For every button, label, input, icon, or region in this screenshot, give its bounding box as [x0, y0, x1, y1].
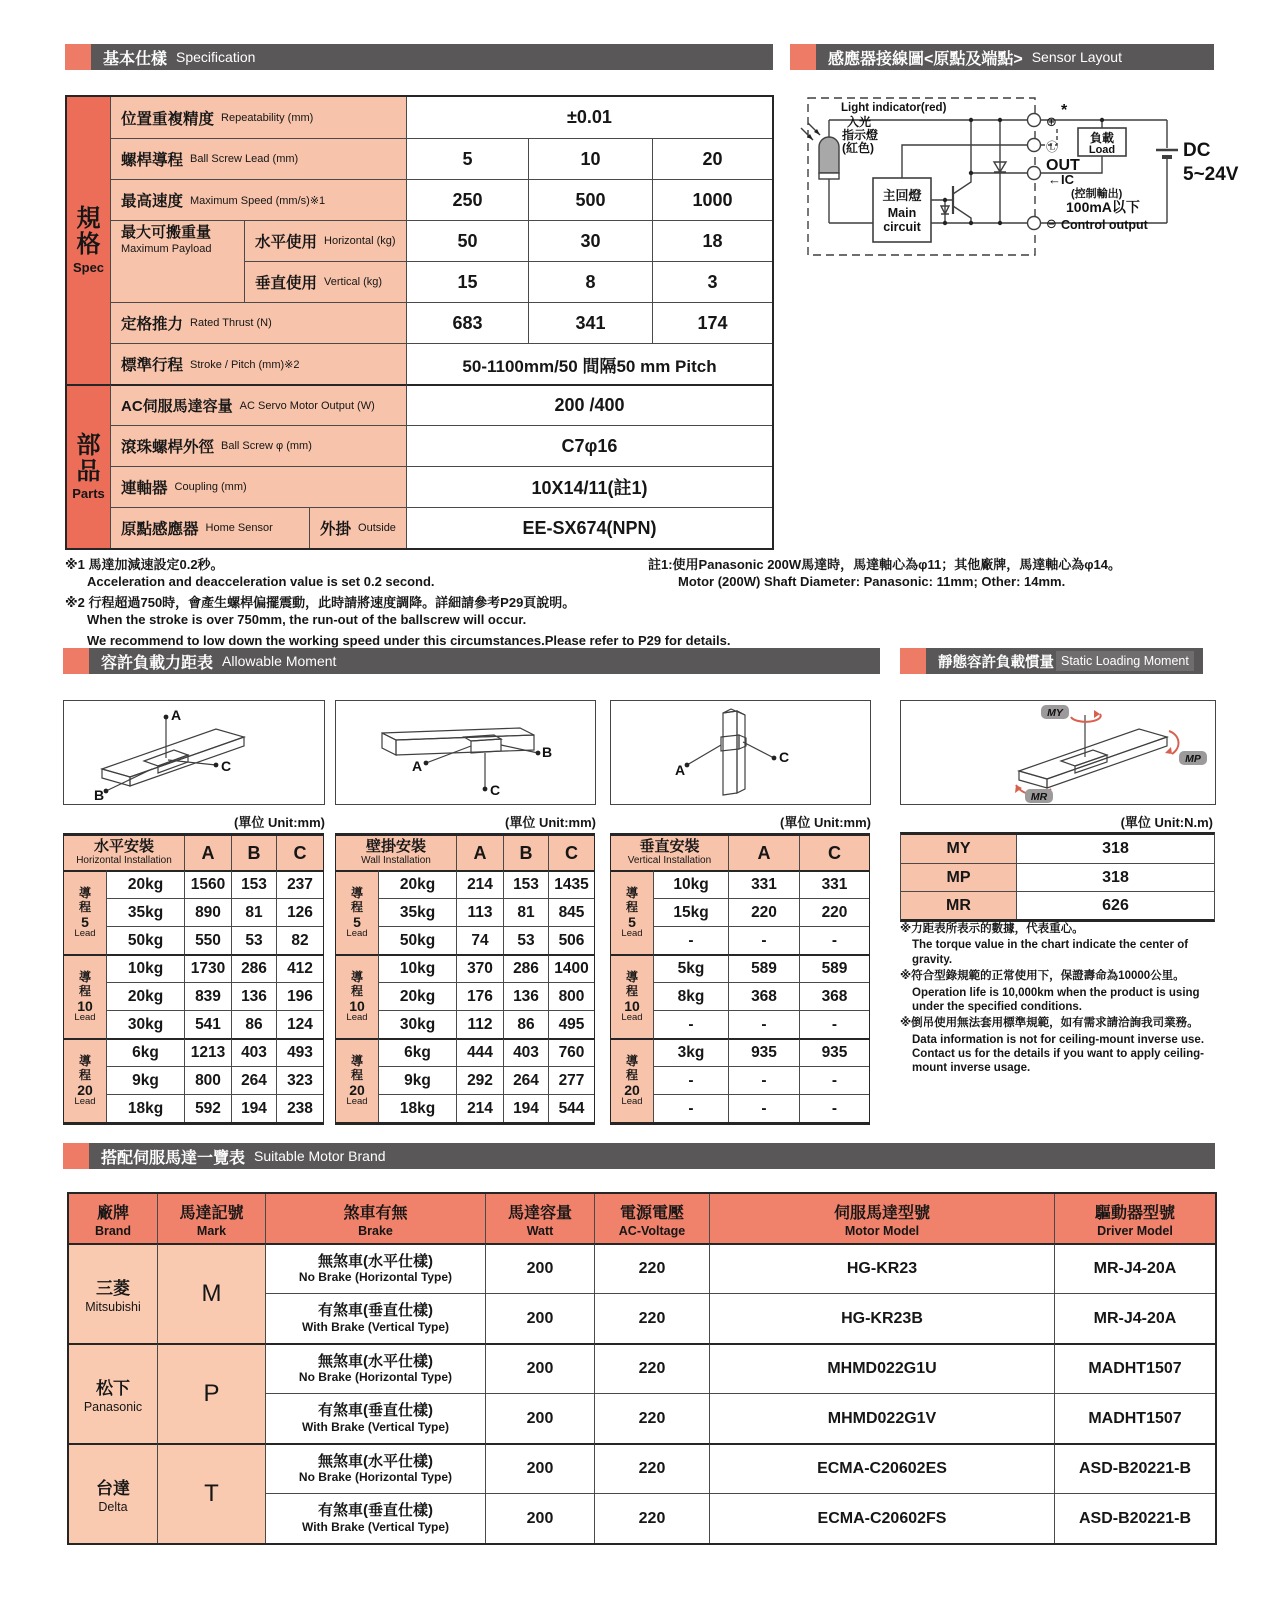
section-title-zh: 感應器接線圖<原點及端點> [828, 50, 1023, 68]
footnote-1-en: Acceleration and deacceleration value is set 0.2 second. [87, 574, 435, 590]
minus-terminal-icon: ⊖ [1046, 216, 1057, 231]
cell: - [653, 1094, 728, 1122]
accent-square-icon [63, 648, 89, 674]
cell: 286 [503, 954, 548, 982]
unit-label-mm: (單位 Unit:mm) [505, 815, 596, 830]
cell: 592 [184, 1094, 231, 1122]
moment-table-wall [335, 833, 595, 1125]
cell: 370 [456, 954, 503, 982]
cell: 6kg [106, 1038, 184, 1066]
spec-label-repeatability: 位置重複精度 Repeatability (mm) [110, 97, 406, 138]
table-title: 垂直安裝 Vertical Installation [611, 836, 728, 870]
footnote-2-en: When the stroke is over 750mm, the run-out of the ballscrew will occur. [87, 612, 527, 628]
cell: 10kg [653, 870, 728, 898]
section-bar-static-loading [900, 648, 1203, 674]
voltage-cell: 220 [594, 1393, 709, 1443]
brand-delta: 台達 Delta [69, 1443, 157, 1543]
col-header: A [728, 836, 799, 870]
spec-value: 30 [528, 220, 652, 261]
spec-value: 250 [406, 179, 528, 220]
lead-5: 導程 5 Lead [336, 870, 378, 954]
cell: - [799, 1094, 869, 1122]
cell: 81 [503, 898, 548, 926]
watt-cell: 200 [485, 1493, 594, 1543]
unit-label-mm: (單位 Unit:mm) [234, 815, 325, 830]
cell: 9kg [378, 1066, 456, 1094]
voltage-cell: 220 [594, 1443, 709, 1493]
col-header-brake: 煞車有無 Brake [265, 1194, 485, 1243]
unit-label-mm: (單位 Unit:mm) [780, 815, 871, 830]
motor-brand-table [67, 1192, 1217, 1545]
spec-value-home-sensor: EE-SX674(NPN) [406, 507, 772, 548]
static-row-value: 626 [1016, 891, 1214, 919]
section-title-en: Allowable Moment [222, 653, 337, 669]
col-header-voltage: 電源電壓 AC-Voltage [594, 1194, 709, 1243]
spec-value: 20 [652, 138, 772, 179]
spec-value: 1000 [652, 179, 772, 220]
spec-value-coupling: 10X14/11(註1) [406, 466, 772, 507]
section-bar-specification [65, 44, 773, 70]
cell: 839 [184, 982, 231, 1010]
static-note-1-zh: ※力距表所表示的數據，代表重心。 [900, 923, 1084, 935]
side-band-zh: 部品 [76, 431, 101, 485]
moment-label-my: MY [1047, 707, 1063, 719]
spec-label-coupling: 連軸器 Coupling (mm) [110, 466, 406, 507]
label-main-circuit-zh: 主回燈 [882, 188, 922, 203]
driver-model-cell: MADHT1507 [1054, 1393, 1215, 1443]
cell: - [653, 926, 728, 954]
cell: 18kg [378, 1094, 456, 1122]
cell: 495 [548, 1010, 594, 1038]
accent-square-icon [790, 44, 816, 70]
mark-t: T [157, 1443, 265, 1543]
col-header: C [799, 836, 869, 870]
spec-side-band-spec [67, 97, 110, 384]
spec-label-ball-screw-dia: 滾珠螺桿外徑 Ball Screw φ (mm) [110, 425, 406, 466]
col-header-brand: 廠牌 Brand [69, 1194, 157, 1243]
cell: 589 [799, 954, 869, 982]
cell: 35kg [106, 898, 184, 926]
cell: 220 [728, 898, 799, 926]
brake-cell: 無煞車(水平仕樣) No Brake (Horizontal Type) [265, 1243, 485, 1293]
cell: 20kg [106, 870, 184, 898]
spec-value: 174 [652, 302, 772, 343]
cell: 214 [456, 1094, 503, 1122]
lead-20: 導程 20 Lead [64, 1038, 106, 1122]
driver-model-cell: ASD-B20221-B [1054, 1443, 1215, 1493]
specification-table [65, 95, 774, 550]
lead-10: 導程 10 Lead [611, 954, 653, 1038]
section-bar-motor-brand [63, 1143, 1215, 1169]
watt-cell: 200 [485, 1343, 594, 1393]
cell: 277 [548, 1066, 594, 1094]
section-title-zh: 靜態容許負載慣量 [938, 654, 1054, 671]
side-band-en: Parts [72, 486, 105, 502]
footnote-r-zh: 註1:使用Panasonic 200W馬達時，馬達軸心為φ11；其他廠牌，馬達軸心為φ14。 [648, 557, 1121, 572]
cell: 5kg [653, 954, 728, 982]
brake-cell: 有煞車(垂直仕樣) With Brake (Vertical Type) [265, 1293, 485, 1343]
table-title: 水平安裝 Horizontal Installation [64, 836, 184, 870]
cell: 30kg [106, 1010, 184, 1038]
cell: - [653, 1010, 728, 1038]
brake-cell: 有煞車(垂直仕樣) With Brake (Vertical Type) [265, 1393, 485, 1443]
lead-10: 導程 10 Lead [336, 954, 378, 1038]
axis-label-a: A [675, 762, 686, 778]
label-load-zh: 負載 [1089, 131, 1115, 145]
footnote-2-en2: We recommend to low down the working speed under this circumstances.Please refer to P29 for details. [87, 632, 731, 648]
cell: 126 [276, 898, 323, 926]
cell: 194 [231, 1094, 276, 1122]
diagram-vertical-installation [610, 700, 871, 805]
cell: 220 [799, 898, 869, 926]
cell: 550 [184, 926, 231, 954]
voltage-cell: 220 [594, 1343, 709, 1393]
static-notes [900, 922, 1224, 1078]
axis-label-a: A [412, 758, 423, 774]
cell: 15kg [653, 898, 728, 926]
col-header-motor-model: 伺服馬達型號 Motor Model [709, 1194, 1054, 1243]
cell: 286 [231, 954, 276, 982]
cell: 368 [799, 982, 869, 1010]
cell: 10kg [106, 954, 184, 982]
cell: 506 [548, 926, 594, 954]
mark-m: M [157, 1243, 265, 1343]
cell: 264 [231, 1066, 276, 1094]
accent-square-icon [65, 44, 91, 70]
cell: 237 [276, 870, 323, 898]
driver-model-cell: MR-J4-20A [1054, 1243, 1215, 1293]
static-note-3-zh: ※倒吊使用無法套用標準規範，如有需求請洽詢我司業務。 [900, 1017, 1199, 1030]
spec-value-stroke: 50-1100mm/50 間隔50 mm Pitch [406, 343, 772, 384]
cell: 20kg [378, 982, 456, 1010]
spec-value: 18 [652, 220, 772, 261]
cell: 1400 [548, 954, 594, 982]
section-title-en: Sensor Layout [1031, 49, 1122, 65]
cell: 292 [456, 1066, 503, 1094]
cell: 589 [728, 954, 799, 982]
label-ic: ←IC [1048, 172, 1074, 187]
spec-label-vertical: 垂直使用 Vertical (kg) [244, 261, 406, 302]
section-title-zh: 容許負載力距表 [101, 654, 214, 672]
spec-label-outside: 外掛 Outside [309, 507, 406, 548]
cell: 412 [276, 954, 323, 982]
section-bar-sensor-layout [790, 44, 1214, 70]
driver-model-cell: MR-J4-20A [1054, 1293, 1215, 1343]
spec-value: 500 [528, 179, 652, 220]
footnote-2-zh: ※2 行程超過750時，會產生螺桿偏擺震動，此時請將速度調降。詳細請參考P29頁說明。 [65, 595, 576, 611]
section-title-zh: 搭配伺服馬達一覽表 [101, 1149, 246, 1167]
col-header: A [184, 836, 231, 870]
col-header: A [456, 836, 503, 870]
cell: 136 [231, 982, 276, 1010]
cell: 890 [184, 898, 231, 926]
spec-value-ball-screw-dia: C7φ16 [406, 425, 772, 466]
cell: 86 [231, 1010, 276, 1038]
moment-label-mp: MP [1185, 753, 1201, 765]
cell: 10kg [378, 954, 456, 982]
footnote-r-en: Motor (200W) Shaft Diameter: Panasonic: 11mm; Other: 14mm. [678, 574, 1066, 590]
driver-model-cell: ASD-B20221-B [1054, 1493, 1215, 1543]
cell: 53 [503, 926, 548, 954]
watt-cell: 200 [485, 1243, 594, 1293]
col-header: B [231, 836, 276, 870]
cell: 20kg [106, 982, 184, 1010]
brake-cell: 無煞車(水平仕樣) No Brake (Horizontal Type) [265, 1343, 485, 1393]
cell: 935 [728, 1038, 799, 1066]
section-title-en: Specification [176, 49, 256, 65]
cell: 18kg [106, 1094, 184, 1122]
asterisk: * [1061, 102, 1068, 119]
cell: - [799, 1010, 869, 1038]
label-red-zh: (紅色) [842, 141, 874, 155]
cell: 331 [728, 870, 799, 898]
brake-cell: 有煞車(垂直仕樣) With Brake (Vertical Type) [265, 1493, 485, 1543]
static-row-key: MY [901, 835, 1016, 863]
cell: - [728, 1010, 799, 1038]
spec-label-stroke: 標準行程 Stroke / Pitch (mm)※2 [110, 343, 406, 384]
cell: 113 [456, 898, 503, 926]
cell: 1213 [184, 1038, 231, 1066]
cell: 112 [456, 1010, 503, 1038]
spec-footnotes-left [65, 556, 730, 649]
cell: 74 [456, 926, 503, 954]
driver-model-cell: MADHT1507 [1054, 1343, 1215, 1393]
cell: 1730 [184, 954, 231, 982]
cell: 176 [456, 982, 503, 1010]
watt-cell: 200 [485, 1393, 594, 1443]
circled-l-icon: Ⓛ [1046, 140, 1059, 154]
section-title-en: Suitable Motor Brand [254, 1148, 386, 1164]
spec-label-home-sensor: 原點感應器 Home Sensor [110, 507, 309, 548]
label-main-en1: Main [887, 206, 917, 220]
cell: 124 [276, 1010, 323, 1038]
static-note-1-en: The torque value in the chart indicate the center of gravity. [912, 939, 1189, 966]
watt-cell: 200 [485, 1293, 594, 1343]
spec-value: 3 [652, 261, 772, 302]
axis-label-a: A [171, 707, 182, 723]
lead-5: 導程 5 Lead [611, 870, 653, 954]
cell: 368 [728, 982, 799, 1010]
cell: 30kg [378, 1010, 456, 1038]
motor-model-cell: HG-KR23 [709, 1243, 1054, 1293]
cell: - [653, 1066, 728, 1094]
cell: 194 [503, 1094, 548, 1122]
col-header: C [548, 836, 594, 870]
cell: 8kg [653, 982, 728, 1010]
accent-square-icon [900, 648, 926, 674]
cell: 35kg [378, 898, 456, 926]
cell: 800 [184, 1066, 231, 1094]
col-header-driver-model: 驅動器型號 Driver Model [1054, 1194, 1215, 1243]
spec-label-servo-output: AC伺服馬達容量 AC Servo Motor Output (W) [110, 384, 406, 425]
brake-cell: 無煞車(水平仕樣) No Brake (Horizontal Type) [265, 1443, 485, 1493]
static-note-2-zh: ※符合型錄規範的正常使用下，保證壽命為10000公里。 [900, 970, 1185, 983]
diagram-static-moment [900, 700, 1216, 805]
cell: 81 [231, 898, 276, 926]
cell: 1560 [184, 870, 231, 898]
spec-value: 15 [406, 261, 528, 302]
static-note-2-en: Operation life is 10,000km when the product is using under the specified conditions. [912, 986, 1200, 1013]
col-header-watt: 馬達容量 Watt [485, 1194, 594, 1243]
col-header: B [503, 836, 548, 870]
cell: 544 [548, 1094, 594, 1122]
spec-label-max-speed: 最高速度 Maximum Speed (mm/s)※1 [110, 179, 406, 220]
cell: 50kg [378, 926, 456, 954]
cell: 153 [231, 870, 276, 898]
section-title-zh: 基本仕樣 [103, 50, 168, 68]
cell: 323 [276, 1066, 323, 1094]
cell: 86 [503, 1010, 548, 1038]
cell: 1435 [548, 870, 594, 898]
cell: 153 [503, 870, 548, 898]
accent-square-icon [63, 1143, 89, 1169]
cell: - [728, 1066, 799, 1094]
spec-value: 10 [528, 138, 652, 179]
axis-label-c: C [490, 782, 501, 798]
cell: 331 [799, 870, 869, 898]
lead-20: 導程 20 Lead [336, 1038, 378, 1122]
spec-label-ball-screw-lead: 螺桿導程 Ball Screw Lead (mm) [110, 138, 406, 179]
side-band-zh: 規格 [76, 205, 101, 258]
cell: 493 [276, 1038, 323, 1066]
unit-label-nm: (單位 Unit:N.m) [1120, 815, 1213, 830]
label-100ma: 100mA以下 [1066, 199, 1140, 215]
cell: 238 [276, 1094, 323, 1122]
cell: 403 [503, 1038, 548, 1066]
section-bar-allowable-moment [63, 648, 880, 674]
label-dc-voltage: 5~24V [1183, 164, 1239, 185]
lead-5: 導程 5 Lead [64, 870, 106, 954]
spec-label-horizontal: 水平使用 Horizontal (kg) [244, 220, 406, 261]
brand-panasonic: 松下 Panasonic [69, 1343, 157, 1443]
axis-label-c: C [779, 749, 790, 765]
cell: 845 [548, 898, 594, 926]
label-control-output-en: Control output [1061, 218, 1148, 232]
spec-value: 5 [406, 138, 528, 179]
watt-cell: 200 [485, 1443, 594, 1493]
cell: 82 [276, 926, 323, 954]
col-header-mark: 馬達記號 Mark [157, 1194, 265, 1243]
label-control-output-zh: (控制輸出) [1071, 188, 1123, 200]
motor-model-cell: ECMA-C20602FS [709, 1493, 1054, 1543]
footnote-1-zh: ※1 馬達加減速設定0.2秒。 [65, 557, 224, 572]
cell: 196 [276, 982, 323, 1010]
motor-model-cell: MHMD022G1V [709, 1393, 1054, 1443]
cell: 20kg [378, 870, 456, 898]
cell: - [728, 1094, 799, 1122]
cell: 760 [548, 1038, 594, 1066]
cell: 9kg [106, 1066, 184, 1094]
cell: 935 [799, 1038, 869, 1066]
axis-label-b: B [94, 787, 105, 803]
motor-model-cell: ECMA-C20602ES [709, 1443, 1054, 1493]
motor-model-cell: MHMD022G1U [709, 1343, 1054, 1393]
section-title-en: Static Loading Moment [1056, 651, 1194, 671]
cell: 6kg [378, 1038, 456, 1066]
spec-value: 50 [406, 220, 528, 261]
static-loading-table [900, 832, 1215, 922]
table-title: 壁掛安裝 Wall Installation [336, 836, 456, 870]
spec-value-repeatability: ±0.01 [406, 97, 772, 138]
voltage-cell: 220 [594, 1493, 709, 1543]
static-row-key: MP [901, 863, 1016, 891]
brand-mitsubishi: 三菱 Mitsubishi [69, 1243, 157, 1343]
voltage-cell: 220 [594, 1293, 709, 1343]
cell: - [799, 926, 869, 954]
axis-label-c: C [221, 758, 232, 774]
moment-table-horizontal [63, 833, 324, 1125]
lead-10: 導程 10 Lead [64, 954, 106, 1038]
moment-label-mr: MR [1030, 791, 1048, 803]
sensor-wiring-diagram [795, 90, 1240, 265]
lead-20: 導程 20 Lead [611, 1038, 653, 1122]
spec-side-band-parts [67, 384, 110, 548]
col-header: C [276, 836, 323, 870]
spec-value: 341 [528, 302, 652, 343]
cell: 50kg [106, 926, 184, 954]
label-out: OUT [1046, 157, 1080, 174]
static-row-value: 318 [1016, 863, 1214, 891]
static-note-3-en: Data information is not for ceiling-mount inverse use. Contact us for the details if you want to apply ceiling-mount inverse usage. [912, 1033, 1205, 1075]
label-light-indicator: Light indicator(red) [841, 102, 947, 114]
moment-table-vertical [610, 833, 870, 1125]
cell: 53 [231, 926, 276, 954]
cell: - [728, 926, 799, 954]
spec-footnotes-right [648, 556, 1121, 590]
motor-model-cell: HG-KR23B [709, 1293, 1054, 1343]
axis-label-b: B [542, 744, 553, 760]
label-dc: DC [1183, 140, 1211, 161]
diagram-wall-installation [335, 700, 596, 805]
label-indicator-zh: 指示燈 [842, 128, 879, 142]
diagram-horizontal-installation [63, 700, 325, 805]
spec-value: 683 [406, 302, 528, 343]
spec-value-servo-output: 200 /400 [406, 384, 772, 425]
cell: 541 [184, 1010, 231, 1038]
cell: 264 [503, 1066, 548, 1094]
side-band-en: Spec [72, 259, 105, 275]
plus-terminal-icon: ⊕ [1046, 114, 1057, 129]
spec-value: 8 [528, 261, 652, 302]
cell: 3kg [653, 1038, 728, 1066]
label-in-light: 入光 [847, 115, 872, 129]
cell: 136 [503, 982, 548, 1010]
mark-p: P [157, 1343, 265, 1443]
cell: 444 [456, 1038, 503, 1066]
spec-label-rated-thrust: 定格推力 Rated Thrust (N) [110, 302, 406, 343]
cell: 214 [456, 870, 503, 898]
static-row-value: 318 [1016, 835, 1214, 863]
cell: 800 [548, 982, 594, 1010]
spec-label-max-payload: 最大可搬重量 Maximum Payload [110, 220, 244, 302]
label-load-en: Load [1088, 144, 1116, 156]
label-main-en2: circuit [883, 220, 921, 234]
static-row-key: MR [901, 891, 1016, 919]
cell: - [799, 1066, 869, 1094]
cell: 403 [231, 1038, 276, 1066]
voltage-cell: 220 [594, 1243, 709, 1293]
